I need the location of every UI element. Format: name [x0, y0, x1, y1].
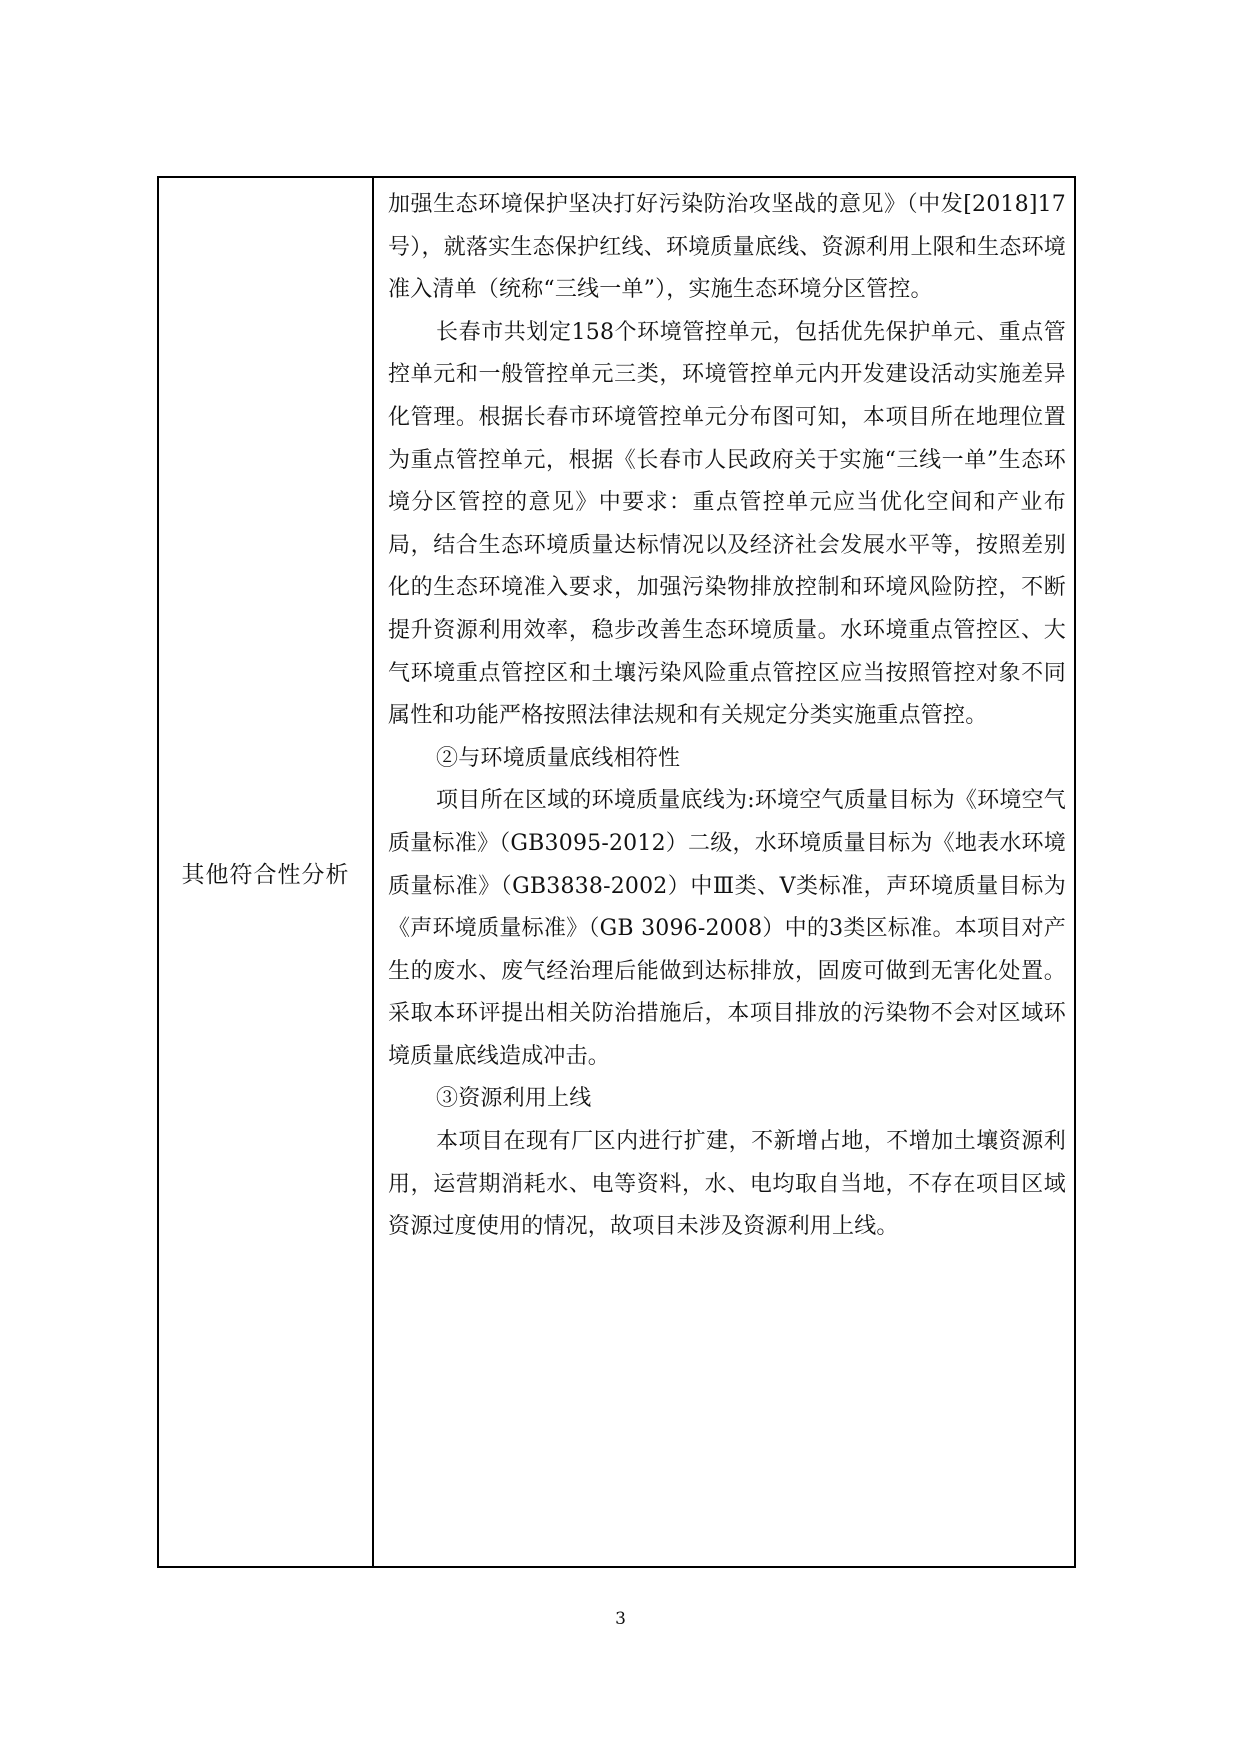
analysis-table	[157, 176, 1076, 1568]
paragraph-control-units: 长春市共划定158个环境管控单元，包括优先保护单元、重点管控单元和一般管控单元三类，环境管控单元内开发建设活动实施差异化管理。根据长春市环境管控单元分布图可知，本项目所在地理位置为重点管控单元，根据《长春市人民政府关于实施“三线一单”生态环境分区管控的意见》中要求：重点管控单元应当优化空间和产业布局，结合生态环境质量达标情况以及经济社会发展水平等，按照差别化的生态环境准入要求，加强污染物排放控制和环境风险防控，不断提升资源利用效率，稳步改善生态环境质量。水环境重点管控区、大气环境重点管控区和土壤污染风险重点管控区应当按照管控对象不同属性和功能严格按照法律法规和有关规定分类实施重点管控。	[388, 319, 1066, 729]
table-row	[158, 177, 1075, 1567]
paragraph-quality-baseline: 项目所在区域的环境质量底线为:环境空气质量目标为《环境空气质量标准》（GB3095-2012）二级，水环境质量目标为《地表水环境质量标准》（GB3838-2002）中Ⅲ类、Ⅴ类标准，声环境质量目标为《声环境质量标准》（GB 3096-2008）中的3类区标准。本项目对产生的废水、废气经治理后能做到达标排放，固废可做到无害化处置。采取本环评提出相关防治措施后，本项目排放的污染物不会对区域环境质量底线造成冲击。	[388, 788, 1066, 1069]
paragraph-continued: 加强生态环境保护坚决打好污染防治攻坚战的意见》（中发[2018]17号），就落实生态保护红线、环境质量底线、资源利用上限和生态环境准入清单（统称“三线一单”），实施生态环境分区管控。	[388, 192, 1066, 303]
row-label: 其他符合性分析	[181, 861, 350, 888]
paragraph-resource-limit: 本项目在现有厂区内进行扩建，不新增占地，不增加土壤资源利用，运营期消耗水、电等资料，水、电均取自当地，不存在项目区域资源过度使用的情况，故项目未涉及资源利用上线。	[388, 1129, 1066, 1240]
section-heading-quality-baseline: ②与环境质量底线相符性	[436, 745, 681, 771]
row-label-cell	[158, 177, 373, 1567]
section-heading-resource-limit: ③资源利用上线	[436, 1086, 592, 1112]
row-content-cell	[373, 177, 1075, 1567]
page-number: 3	[615, 1609, 626, 1629]
